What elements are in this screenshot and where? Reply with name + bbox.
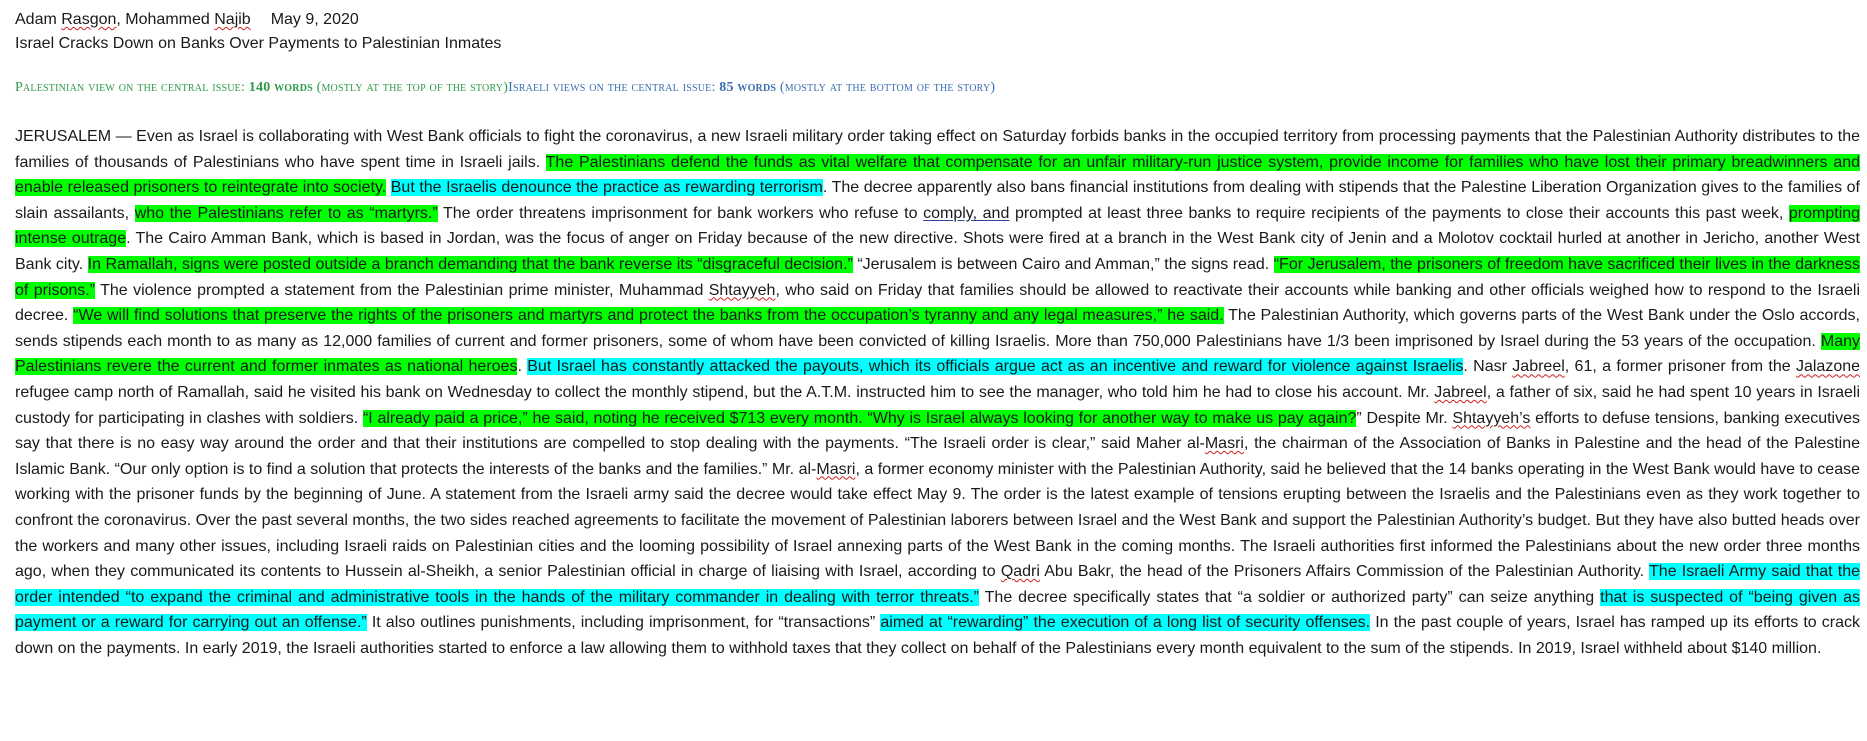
palestinian-view-note: (mostly at the top of the story) bbox=[316, 80, 509, 95]
text-run: . The decree apparently also bans financial institutions from dealing with stipends that the Palestine Liberation Organization gives to the families of slain assailants, bbox=[15, 179, 1860, 222]
author-last: Rasgon bbox=[61, 11, 117, 28]
israeli-view-highlight: But Israel has constantly attacked the payouts, which its officials argue act as an incentive and reward for violence against Israelis bbox=[527, 358, 1464, 376]
text-run: . Nasr bbox=[1463, 358, 1513, 376]
palestinian-view-highlight: The Palestinians defend the funds as vital welfare that compensate for an unfair military-run justice system, provide income for families who have lost their primary breadwinners and enable released prisoners to reintegrate into society. bbox=[15, 153, 1861, 197]
text-run: “Jerusalem is between Cairo and Amman,” the signs read. bbox=[852, 255, 1274, 273]
spell-flagged-word: Jabreel bbox=[1512, 358, 1565, 376]
palestinian-word-count: 140 words bbox=[248, 80, 313, 95]
text-run: The decree specifically states that “a soldier or authorized party” can seize anything bbox=[978, 588, 1601, 606]
byline bbox=[15, 9, 359, 31]
text-run: The violence prompted a statement from the Palestinian prime minister, Muhammad bbox=[95, 281, 709, 299]
spell-flagged-word: Qadri bbox=[1000, 563, 1040, 581]
israeli-view-highlight: The Israeli Army said that the order intended “to expand the criminal and administrative tools in the hands of the military commander in dealing with terror threats.” bbox=[15, 563, 1860, 606]
palestinian-view-highlight: “We will find solutions that preserve the rights of the prisoners and martyrs and protect the banks from the occupation’s tyranny and any legal measures,” he said. bbox=[73, 307, 1224, 325]
text-run: refugee camp north of Ramallah, said he visited his bank on Wednesday to collect the monthly stipend, but the A.T.M. instructed him to see the manager, who told him he had to close his account. Mr. bbox=[15, 383, 1435, 401]
palestinian-view-highlight: “I already paid a price,” he said, noting he received $713 every month. “Why is Israel always looking for another way to make us pay again? bbox=[362, 409, 1357, 427]
text-run: JERUSALEM — Even as Israel is collaborating with West Bank officials to fight the coronavirus, a new Israeli military order taking effect on Saturday forbids banks in the occupied territory from processing payments that the Palestinian Authority distributes to the families of thousands of Palestinians who have spent time in Israeli jails. bbox=[15, 128, 1860, 171]
text-run: . bbox=[517, 358, 528, 376]
article-body bbox=[15, 124, 1860, 661]
israeli-view-label: Israeli views on the central issue: bbox=[508, 80, 716, 95]
palestinian-view-highlight: “For Jerusalem, the prisoners of freedom have sacrificed their lives in the darkness of prisons.” bbox=[15, 255, 1861, 299]
palestinian-view-highlight: who the Palestinians refer to as “martyrs.” bbox=[134, 204, 438, 222]
article-title: Israel Cracks Down on Banks Over Payments to Palestinian Inmates bbox=[15, 35, 502, 52]
text-run: Abu Bakr, the head of the Prisoners Affairs Commission of the Palestinian Authority. bbox=[1039, 563, 1650, 581]
spell-flagged-word: Masri bbox=[816, 460, 856, 478]
israeli-view-highlight: But the Israelis denounce the practice as rewarding terrorism bbox=[390, 179, 823, 197]
spell-flagged-word: Shtayyeh’s bbox=[1452, 409, 1531, 427]
israeli-word-count: 85 words bbox=[719, 80, 777, 95]
spell-flagged-word: Masri bbox=[1204, 435, 1244, 453]
text-run: efforts to defuse tensions, banking executives say that there is no easy way around the order and that their institutions are compelled to stop dealing with the payments. “The Israeli order is clear,” said Maher al- bbox=[15, 409, 1861, 453]
text-run: , a former economy minister with the Palestinian Authority, said he believed that the 14 banks operating in the West Bank would have to cease working with the prisoner funds by the beginning of June. A statement from the Israeli army said the decree would take effect May 9. The order is the latest example of tensions erupting between the Israelis and the Palestinians even as they work together to confront the coronavirus. Over the past several months, the two sides reached agreements to facilitate the movement of Palestinian laborers between Israel and the West Bank and support the Palestinian Authority’s budget. But they have also butted heads over the workers and many other issues, including Israeli raids on Palestinian cities and the looming possibility of Israel annexing parts of the West Bank in the coming months. The Israeli authorities first informed the Palestinians about the new order three months ago, when they communicated its contents to Hussein al-Sheikh, a senior Palestinian official in charge of liaising with Israel, according to bbox=[15, 460, 1861, 581]
text-run: It also outlines punishments, including imprisonment, for “transactions” bbox=[366, 614, 881, 632]
text-run: ” Despite Mr. bbox=[1356, 409, 1453, 427]
text-run: prompted at least three banks to require recipients of the payments to close their accounts this past week, bbox=[1009, 204, 1789, 222]
palestinian-view-highlight: prompting intense outrage bbox=[15, 204, 1861, 248]
text-run: , 61, a former prisoner from the bbox=[1564, 358, 1796, 376]
palestinian-view-highlight: In Ramallah, signs were posted outside a branch demanding that the bank reverse its “disgraceful decision.” bbox=[87, 255, 853, 273]
text-run: The order threatens imprisonment for bank workers who refuse to bbox=[437, 204, 924, 222]
text-run: , who said on Friday that families should be allowed to reactivate their accounts while banking and other officials weighed how to respond to the Israeli decree. bbox=[15, 281, 1860, 325]
spell-flagged-word: Jalazone bbox=[1795, 358, 1861, 376]
text-run: The Palestinian Authority, which governs parts of the West Bank under the Oslo accords, sends stipends each month to as many as 12,000 families of current and former prisoners, some of whom have been convicted of killing Israelis. More than 750,000 Palestinians have 1/3 been imprisoned by Israel during the 53 years of the occupation. bbox=[15, 307, 1861, 350]
palestinian-view-label: Palestinian view on the central issue: bbox=[15, 80, 246, 95]
author-separator: , Mohammed bbox=[116, 11, 210, 28]
israeli-view-highlight: aimed at “rewarding” the execution of a long list of security offenses. bbox=[880, 614, 1371, 632]
author-first: Adam bbox=[15, 11, 57, 28]
article-date: May 9, 2020 bbox=[270, 11, 359, 28]
spell-flagged-word: Shtayyeh bbox=[708, 281, 776, 299]
text-run: , the chairman of the Association of Banks in Palestine and the head of the Palestine Islamic Bank. “Our only option is to find a solution that protects the interests of the banks and the families.” Mr. al- bbox=[15, 435, 1861, 478]
spell-flagged-word: Jabreel bbox=[1434, 383, 1487, 401]
grammar-flagged-text: comply, and bbox=[923, 204, 1010, 222]
palestinian-view-highlight: Many Palestinians revere the current and former inmates as national heroes bbox=[15, 332, 1860, 376]
text-run: In the past couple of years, Israel has ramped up its efforts to crack down on the payments. In early 2019, the Israeli authorities started to enforce a law allowing them to withhold taxes that they collect on behalf of the Palestinians every month equivalent to the sum of the stipends. In 2019, Israel withheld about $140 million. bbox=[15, 614, 1861, 657]
israeli-view-note: (mostly at the bottom of the story) bbox=[779, 80, 996, 95]
author-second-last: Najib bbox=[214, 11, 251, 28]
israeli-view-highlight: that is suspected of “being given as payment or a reward for carrying out an offense.” bbox=[15, 588, 1860, 632]
text-run: , a father of six, said he had spent 10 years in Israeli custody for participating in clashes with soldiers. bbox=[15, 383, 1860, 427]
text-run: . The Cairo Amman Bank, which is based in Jordan, was the focus of anger on Friday because of the new directive. Shots were fired at a branch in the West Bank city of Jenin and a Molotov cocktail hurled at another in Jericho, another West Bank city. bbox=[15, 230, 1860, 273]
views-summary bbox=[15, 80, 995, 96]
